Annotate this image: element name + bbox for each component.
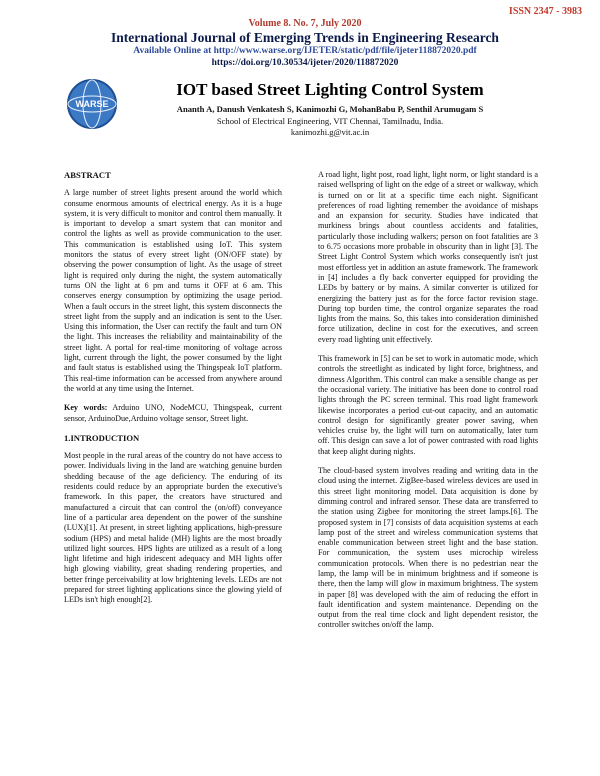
introduction-heading: 1.INTRODUCTION — [64, 432, 140, 443]
doi-link[interactable]: https://doi.org/10.30534/ijeter/2020/118872020 — [211, 58, 399, 68]
warse-logo-icon — [62, 76, 122, 132]
left-column — [64, 170, 282, 615]
body-paragraph-3: The cloud-based system involves reading and writing data in the cloud using the internet. ZigBee-based wireless devices are used in this street light monitoring model. Data acquisition is done by dimming control and infrared sensor. These data are transferred to the station using Zigbee for monitoring the street lamps.[6]. The proposed system in [7] consists of data acquisition systems at each lamp post of the street and wireless communication systems that enable communication between street light and the base station. For communication, the system uses microchip wireless communication protocols. When there is no pedestrian near the lamp, the lamp will be in minimum brightness and if someone is there, then the lamp will glow in maximum brightness. The system in paper [8] was developed with the aim of reducing the effort in fault identification and system maintenance. Depending on the output from the real time clock and light dependent resistor, the controller switches on/off the lamp. — [318, 466, 538, 630]
journal-title: International Journal of Emerging Trends in Engineering Research — [111, 30, 499, 45]
body-paragraph-1: A road light, light post, road light, light norm, or light standard is a raised wellspring of light on the edge of a street or walkway, which is turned on or lit at a specific time each night. Significant preferences of road lighting remember the avoidance of mishaps and an expansion for security. Studies have indicated that murkiness brings about countless accidents and fatalities, particularly those including walkers; person on foot fatalities are 3 to 6.75 occasions more probable in obscurity than in light [3]. The Street Light Control System which works consequently isn't just most effortless yet in addition an astute framework. The framework in [4] includes a fly back converter equipped for providing the LEDs by battery or by mains. A similar converter is utilized for energizing the battery just as for the force factor revision stage. During top burden time, the control organize separates the road lights from the mains. So, this takes into consideration diminished force utilization, decline in cost for the executives, and screen every road lighting unit effectively. — [318, 170, 538, 344]
introduction-text: Most people in the rural areas of the country do not have access to power. Individuals living in the land are watching genuine burden shedding because of the age deficiency. The enduring of its residents could reduce by an appropriate burden the executive's framework. In this paper, the creators have structured and manufactured a circuit that can control the (on/off) conveyance line of a particular area dependent on the power of the sunshine (LUX)[1]. At present, in street lighting applications, high-pressure sodium (HPS) and metal halide (MH) lights are the most broadly utilized light sources. HPS lights are utilized as a result of a long light lifetime and high iridescent adequacy and MH lights offer high glowing viability, great shading rendering properties, and better fringe perceivability at low brightening levels. LEDs are not prepared for street lighting applications since the glowing yield of LEDs isn't high enough[2]. — [64, 451, 282, 605]
journal-header — [110, 18, 500, 69]
abstract-heading: ABSTRACT — [64, 170, 111, 180]
issn-label: ISSN 2347 - 3983 — [508, 6, 582, 17]
keywords-label: Key words: — [64, 403, 108, 413]
logo-text: WARSE — [75, 99, 109, 109]
warse-logo — [62, 76, 122, 132]
volume-line: Volume 8. No. 7, July 2020 — [248, 18, 362, 29]
abstract-text: A large number of street lights present around the world which consume enormous amounts of electrical energy. As it is a huge system, it is very difficult to monitor and control them manually. It is important to develop a smart system that can monitor and control the lights as well as provide communication to the user. This communication is established using IoT. This system monitors the status of every street light (ON/OFF state) by observing the power consumption of light. As the usage of street light is required only during the night, the system automatically turns ON the light at 6 pm and turns it OFF at 6 am. This conserves energy consumption by optimizing the usage period. When a fault occurs in the street light, this system disconnects the street light from the supply and an indication is sent to the User. Using this information, the User can rectify the fault and turn ON the light. This increases the reliability and maintainability of the street light. A portal for real-time monitoring of voltage across light, current through the light, the power consumed by the light and fault status is established using the Thingspeak IoT platform. This real-time information can be accessed from anywhere around the world at any time using the Internet. — [64, 188, 282, 393]
author-list: Ananth A, Danush Venkatesh S, Kanimozhi G, MohanBabu P, Senthil Arumugam S — [176, 104, 484, 114]
paper-title: IOT based Street Lighting Control System — [176, 80, 484, 99]
keywords-text: Arduino UNO, NodeMCU, Thingspeak, current sensor, ArduinoDue,Arduino voltage sensor, Street light. — [64, 403, 282, 423]
contact-email[interactable]: kanimozhi.g@vit.ac.in — [290, 127, 370, 137]
available-online-link[interactable]: Available Online at http://www.warse.org/IJETER/static/pdf/file/ijeter118872020.pdf — [133, 46, 477, 56]
affiliation: School of Electrical Engineering, VIT Chennai, Tamilnadu, India. — [216, 116, 444, 126]
keywords-paragraph — [64, 403, 282, 424]
right-column — [318, 170, 538, 640]
body-paragraph-2: This framework in [5] can be set to work in automatic mode, which controls the streetlight as indicated by light force, brightness, and dimness Algorithm. This control can make a sensible change as per the occasional variety. The initiative has been done to control road lights through the PC screen terminal. This road light framework likewise incorporates a period cut-out capacity, and an automatic control design for significantly greater power saving, when vehicles cruise by, the light will turn on automatically, later turn off. This design can save a lot of power contrasted with road lights that keep alight during nights. — [318, 354, 538, 456]
